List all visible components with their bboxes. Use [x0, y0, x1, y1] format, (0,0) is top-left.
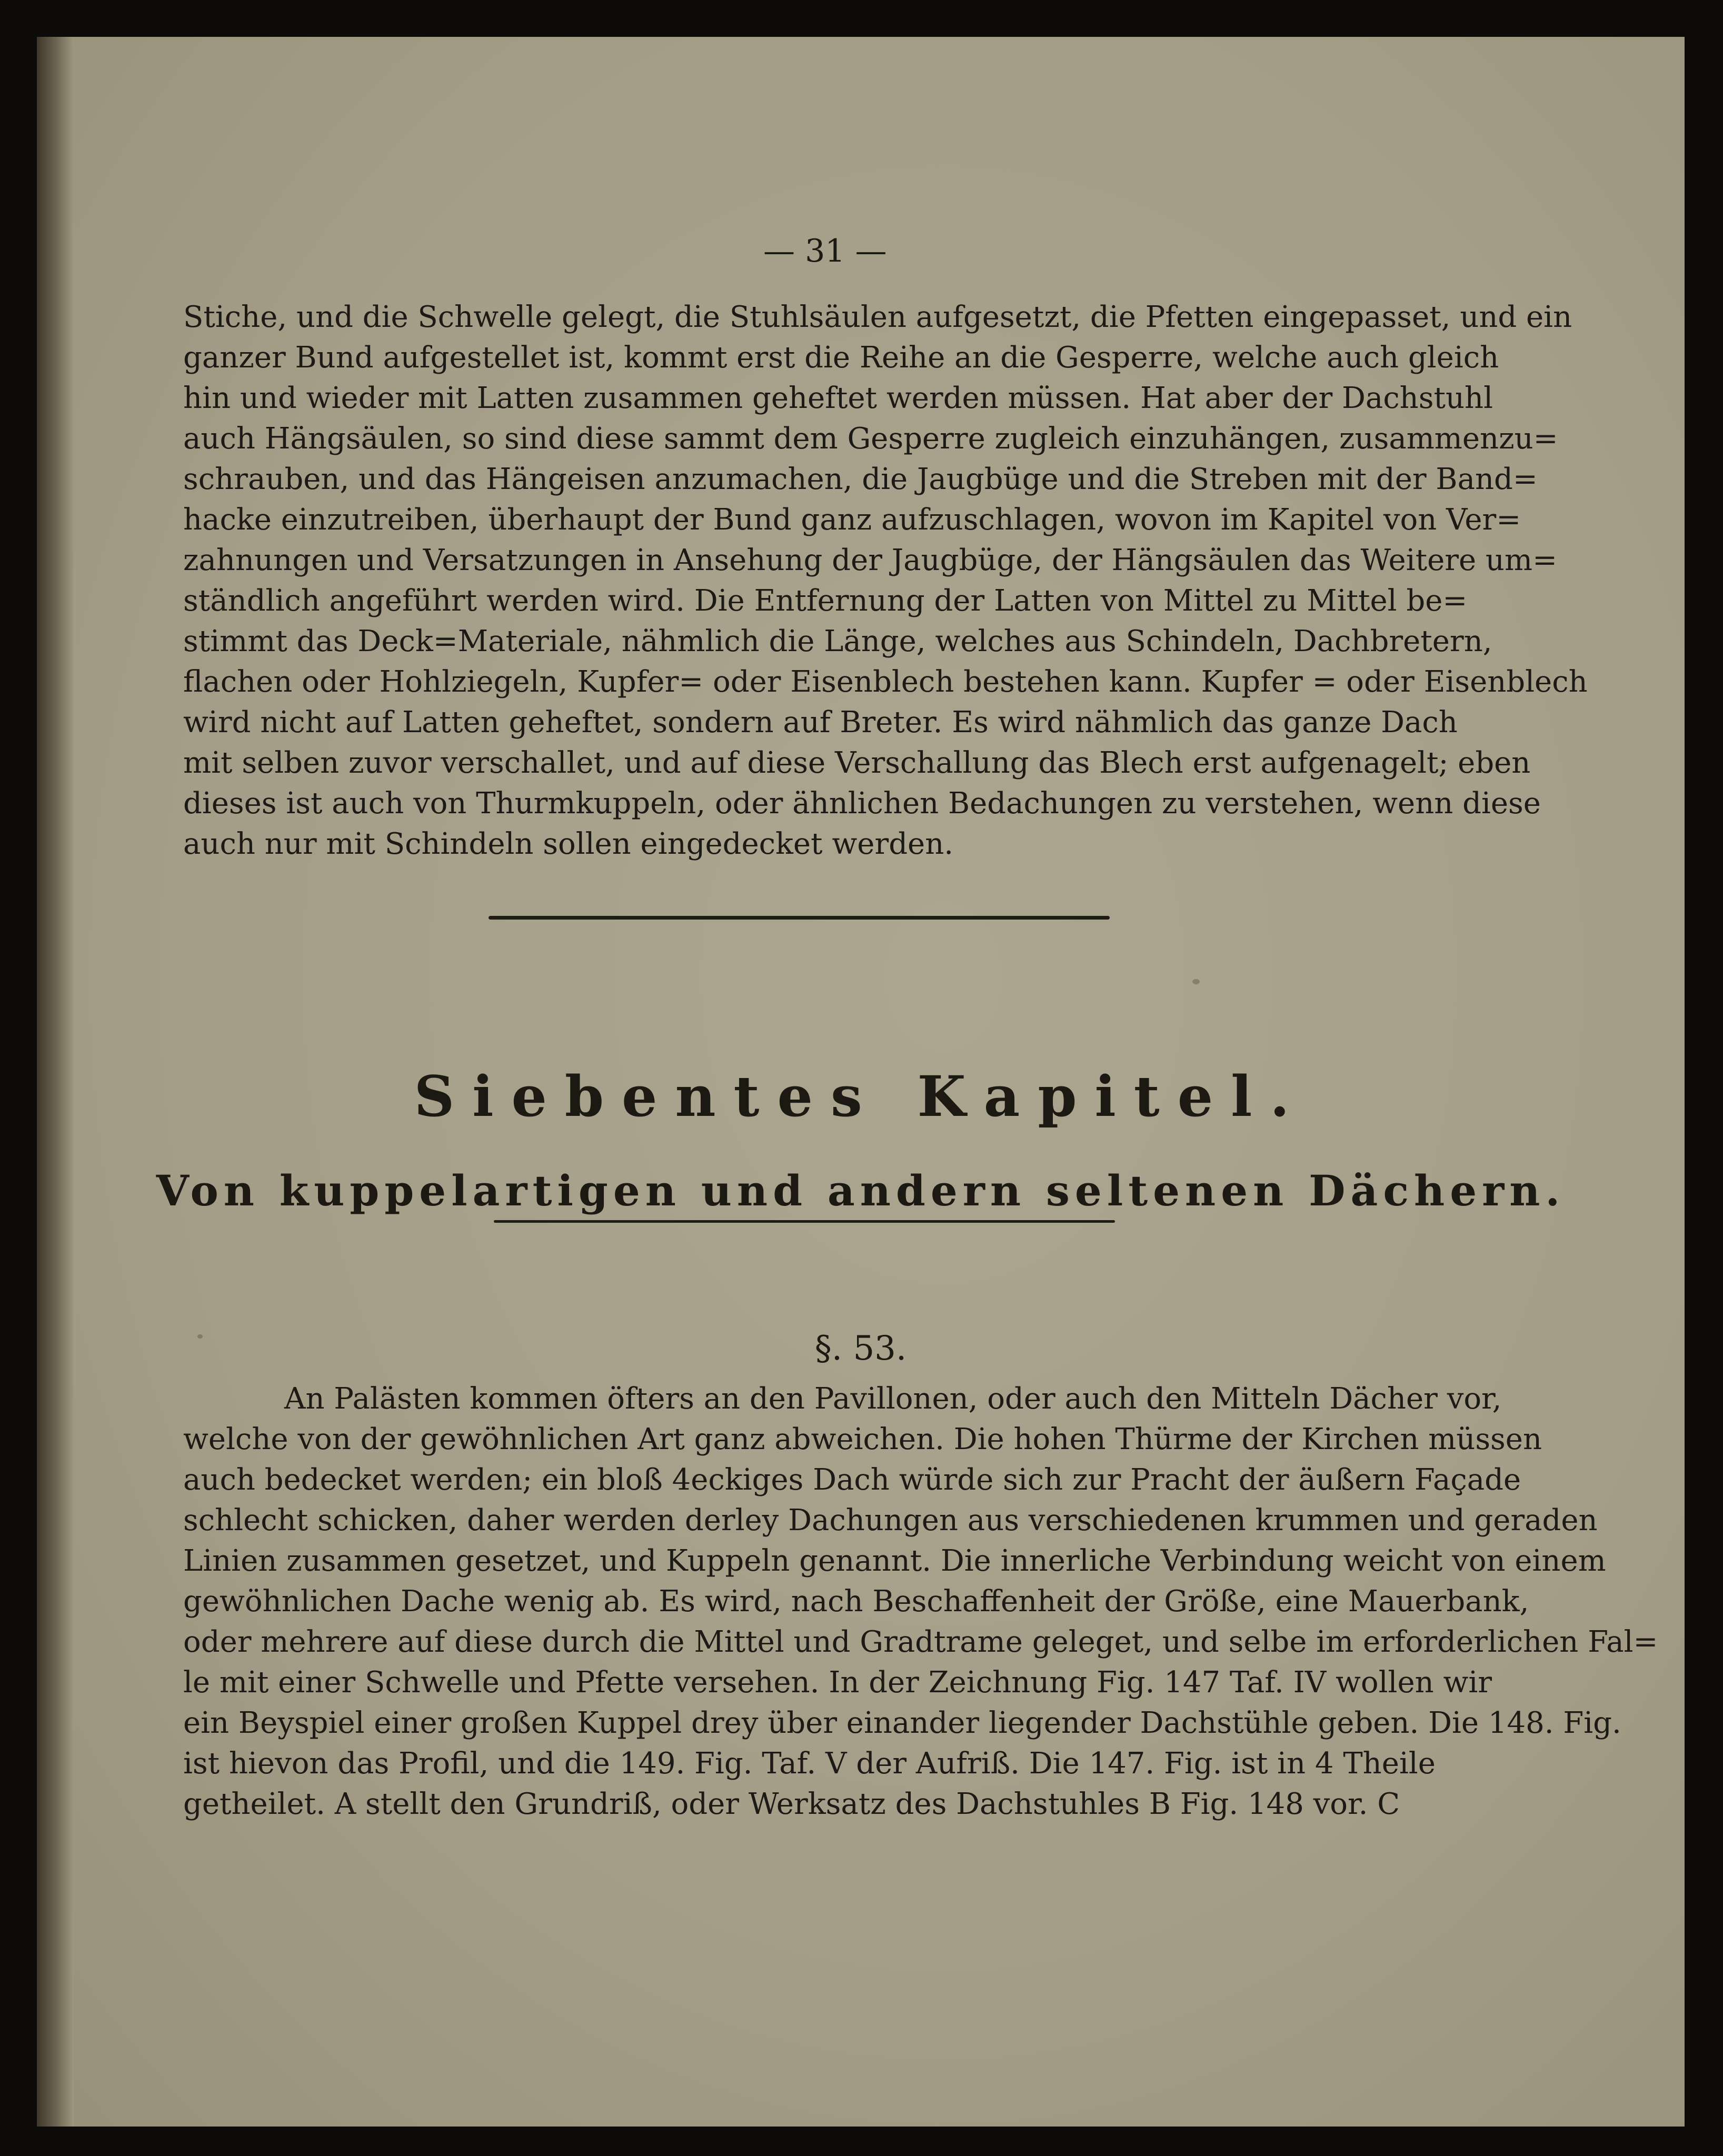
intro-paragraph-line: wird nicht auf Latten geheftet, sondern auf Breter. Es wird nähmlich das ganze Dach [183, 705, 1458, 740]
section-paragraph-line: le mit einer Schwelle und Pfette versehen. In der Zeichnung Fig. 147 Taf. IV wollen wir [183, 1665, 1492, 1700]
section-paragraph-line: gewöhnlichen Dache wenig ab. Es wird, nach Beschaffenheit der Größe, eine Mauerbank, [183, 1584, 1529, 1619]
section-paragraph-line: oder mehrere auf diese durch die Mittel und Gradtrame geleget, und selbe im erforderlichen Fal= [183, 1625, 1658, 1659]
intro-paragraph-line: stimmt das Deck=Materiale, nähmlich die Länge, welches aus Schindeln, Dachbretern, [183, 624, 1492, 658]
section-paragraph-line: welche von der gewöhnlichen Art ganz abweichen. Die hohen Thürme der Kirchen müssen [183, 1422, 1542, 1456]
section-paragraph-line: An Palästen kommen öfters an den Pavillonen, oder auch den Mitteln Dächer vor, [284, 1382, 1502, 1416]
intro-paragraph-line: flachen oder Hohlziegeln, Kupfer= oder Eisenblech bestehen kann. Kupfer = oder Eisenblech [183, 665, 1588, 699]
intro-paragraph-line: dieses ist auch von Thurmkuppeln, oder ähnlichen Bedachungen zu verstehen, wenn diese [183, 786, 1541, 821]
section-paragraph-line: getheilet. A stellt den Grundriß, oder Werksatz des Dachstuhles B Fig. 148 vor. C [183, 1787, 1400, 1821]
dust-speck [197, 1334, 203, 1339]
bottom-divider [494, 1220, 1115, 1223]
intro-paragraph-line: auch nur mit Schindeln sollen eingedecket werden. [183, 827, 954, 861]
intro-paragraph-line: ständlich angeführt werden wird. Die Entfernung der Latten von Mittel zu Mittel be= [183, 584, 1468, 618]
book-page [37, 37, 1685, 2127]
section-paragraph-line: ein Beyspiel einer großen Kuppel drey über einander liegender Dachstühle geben. Die 148. Fig. [183, 1706, 1621, 1740]
intro-paragraph-line: hacke einzutreiben, überhaupt der Bund ganz aufzuschlagen, wovon im Kapitel von Ver= [183, 503, 1521, 537]
dust-speck [1192, 979, 1200, 984]
intro-paragraph-line: schrauben, und das Hängeisen anzumachen, die Jaugbüge und die Streben mit der Band= [183, 462, 1538, 496]
chapter-title: Siebentes Kapitel. [414, 1063, 1308, 1129]
intro-paragraph-line: zahnungen und Versatzungen in Ansehung der Jaugbüge, der Hängsäulen das Weitere um= [183, 543, 1558, 577]
section-paragraph-line: auch bedecket werden; ein bloß 4eckiges Dach würde sich zur Pracht der äußern Façade [183, 1463, 1521, 1497]
page-number: — 31 — [763, 233, 887, 270]
intro-paragraph-line: mit selben zuvor verschallet, und auf diese Verschallung das Blech erst aufgenagelt; eben [183, 746, 1531, 780]
intro-paragraph-line: auch Hängsäulen, so sind diese sammt dem Gesperre zugleich einzuhängen, zusammenzu= [183, 422, 1558, 456]
intro-paragraph-line: ganzer Bund aufgestellet ist, kommt erst die Reihe an die Gesperre, welche auch gleich [183, 341, 1499, 375]
chapter-subtitle: Von kuppelartigen und andern seltenen Dächern. [156, 1166, 1566, 1215]
top-divider [489, 916, 1110, 920]
section-paragraph-line: Linien zusammen gesetzet, und Kuppeln genannt. Die innerliche Verbindung weicht von einem [183, 1544, 1606, 1578]
intro-paragraph-line: Stiche, und die Schwelle gelegt, die Stuhlsäulen aufgesetzt, die Pfetten eingepasset, und ein [183, 300, 1572, 334]
intro-paragraph-line: hin und wieder mit Latten zusammen geheftet werden müssen. Hat aber der Dachstuhl [183, 381, 1493, 415]
section-paragraph-line: ist hievon das Profil, und die 149. Fig. Taf. V der Aufriß. Die 147. Fig. ist in 4 Theile [183, 1746, 1436, 1781]
section-paragraph-line: schlecht schicken, daher werden derley Dachungen aus verschiedenen krummen und geraden [183, 1503, 1598, 1538]
section-heading: §. 53. [814, 1329, 907, 1368]
